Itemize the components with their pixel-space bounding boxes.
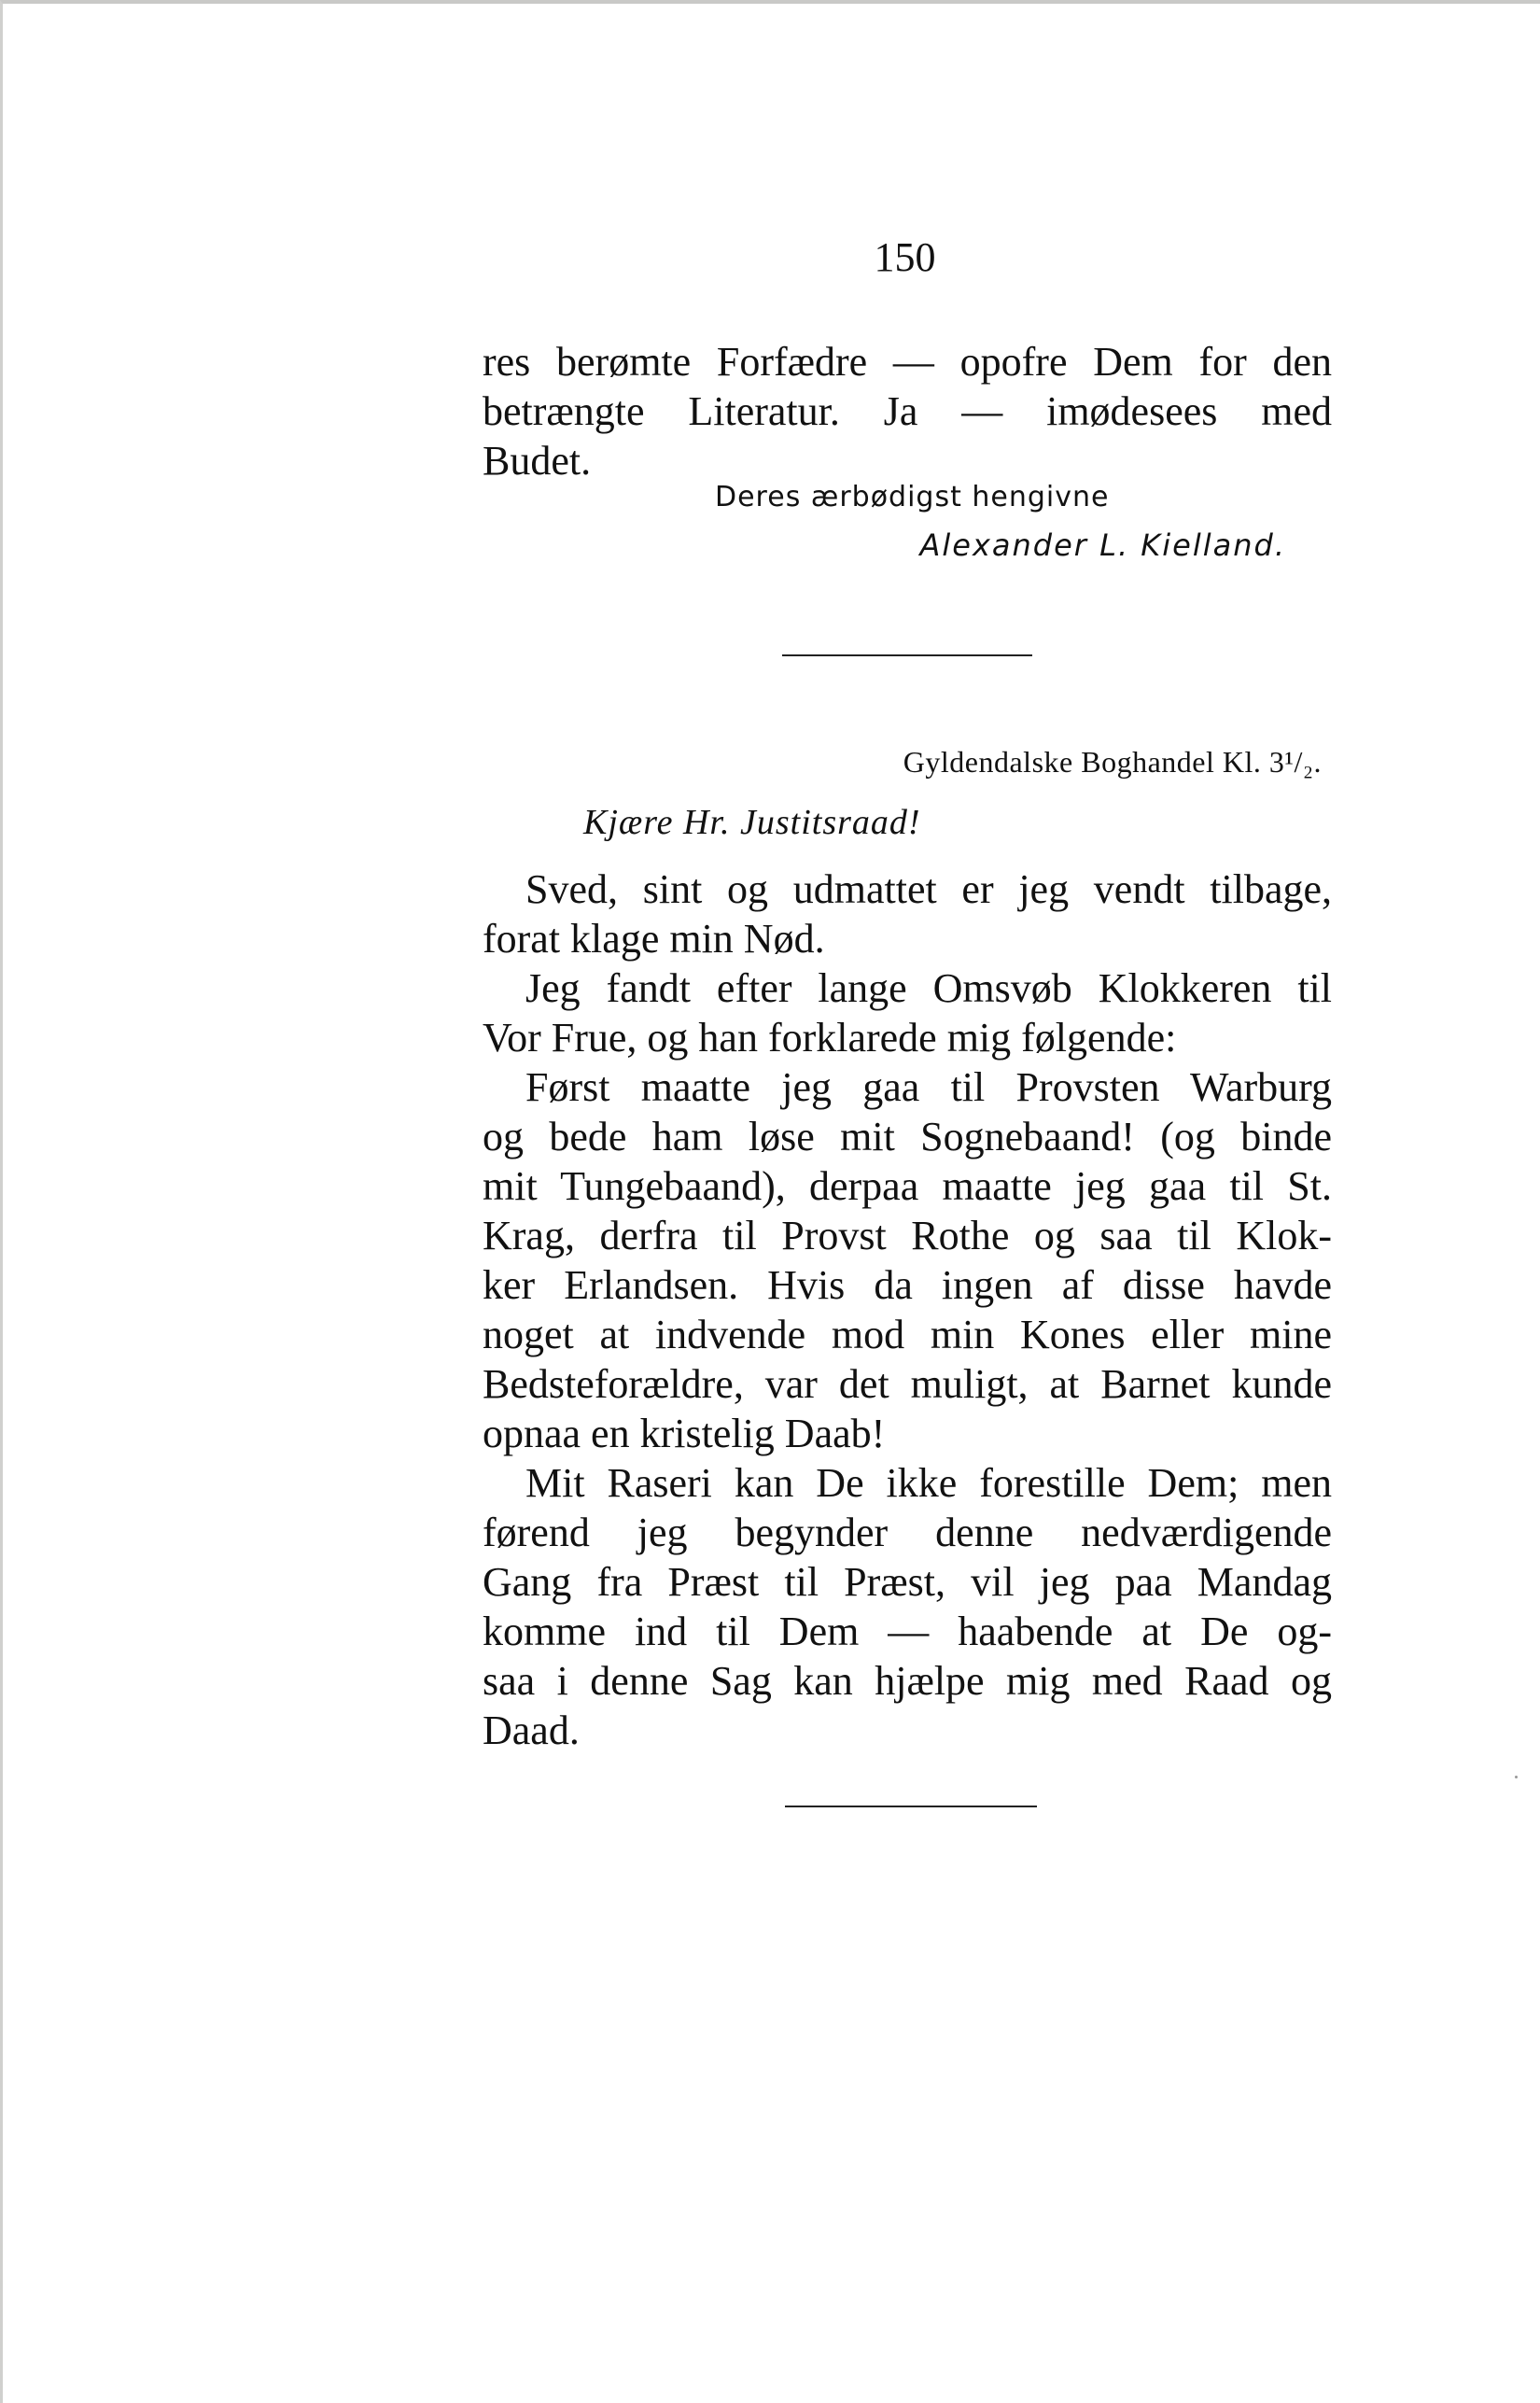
paragraph-line: Gang fra Præst til Præst, vil jeg paa Mandag bbox=[483, 1559, 1332, 1605]
paragraph-line: Krag, derfra til Provst Rothe og saa til Klok- bbox=[483, 1213, 1332, 1258]
paragraph-line: Mit Raseri kan De ikke forestille Dem; men bbox=[525, 1460, 1332, 1506]
paragraph-line: Først maatte jeg gaa til Provsten Warburg bbox=[525, 1064, 1332, 1110]
paragraph-line: opnaa en kristelig Daab! bbox=[483, 1411, 886, 1456]
paragraph-line: førend jeg begynder denne nedværdigende bbox=[483, 1510, 1332, 1555]
section-divider bbox=[782, 654, 1032, 656]
paragraph-line: og bede ham løse mit Sognebaand! (og binde bbox=[483, 1114, 1332, 1159]
paragraph-line: noget at indvende mod min Kones eller mine bbox=[483, 1312, 1332, 1357]
page-number: 150 bbox=[874, 234, 936, 280]
signature-closing: Deres ærbødigst hengivne bbox=[715, 481, 1110, 513]
paragraph-line: komme ind til Dem — haabende at De og- bbox=[483, 1609, 1332, 1654]
letter-salutation: Kjære Hr. Justitsraad! bbox=[583, 803, 921, 842]
paragraph-line: forat klage min Nød. bbox=[483, 916, 825, 962]
paragraph-line: Daad. bbox=[483, 1707, 580, 1753]
paragraph-line: Sved, sint og udmattet er jeg vendt tilbage, bbox=[525, 866, 1332, 912]
letter-header: Gyldendalske Boghandel Kl. 3¹/₂. bbox=[903, 745, 1322, 779]
paragraph-line: mit Tungebaand), derpaa maatte jeg gaa til St. bbox=[483, 1163, 1332, 1209]
paragraph-line: saa i denne Sag kan hjælpe mig med Raad og bbox=[483, 1658, 1332, 1704]
section-divider bbox=[785, 1806, 1037, 1807]
intro-line: Budet. bbox=[483, 438, 592, 484]
paragraph-line: Bedsteforældre, var det muligt, at Barnet kunde bbox=[483, 1361, 1332, 1407]
signature-name: Alexander L. Kielland. bbox=[919, 527, 1286, 563]
intro-line: betrængte Literatur. Ja — imødesees med bbox=[483, 388, 1332, 434]
paper-speck bbox=[1515, 1776, 1518, 1778]
paragraph-line: Jeg fandt efter lange Omsvøb Klokkeren til bbox=[525, 965, 1332, 1011]
paragraph-line: ker Erlandsen. Hvis da ingen af disse havde bbox=[483, 1262, 1332, 1308]
paragraph-line: Vor Frue, og han forklarede mig følgende: bbox=[483, 1015, 1177, 1061]
intro-line: res berømte Forfædre — opofre Dem for den bbox=[483, 339, 1332, 385]
